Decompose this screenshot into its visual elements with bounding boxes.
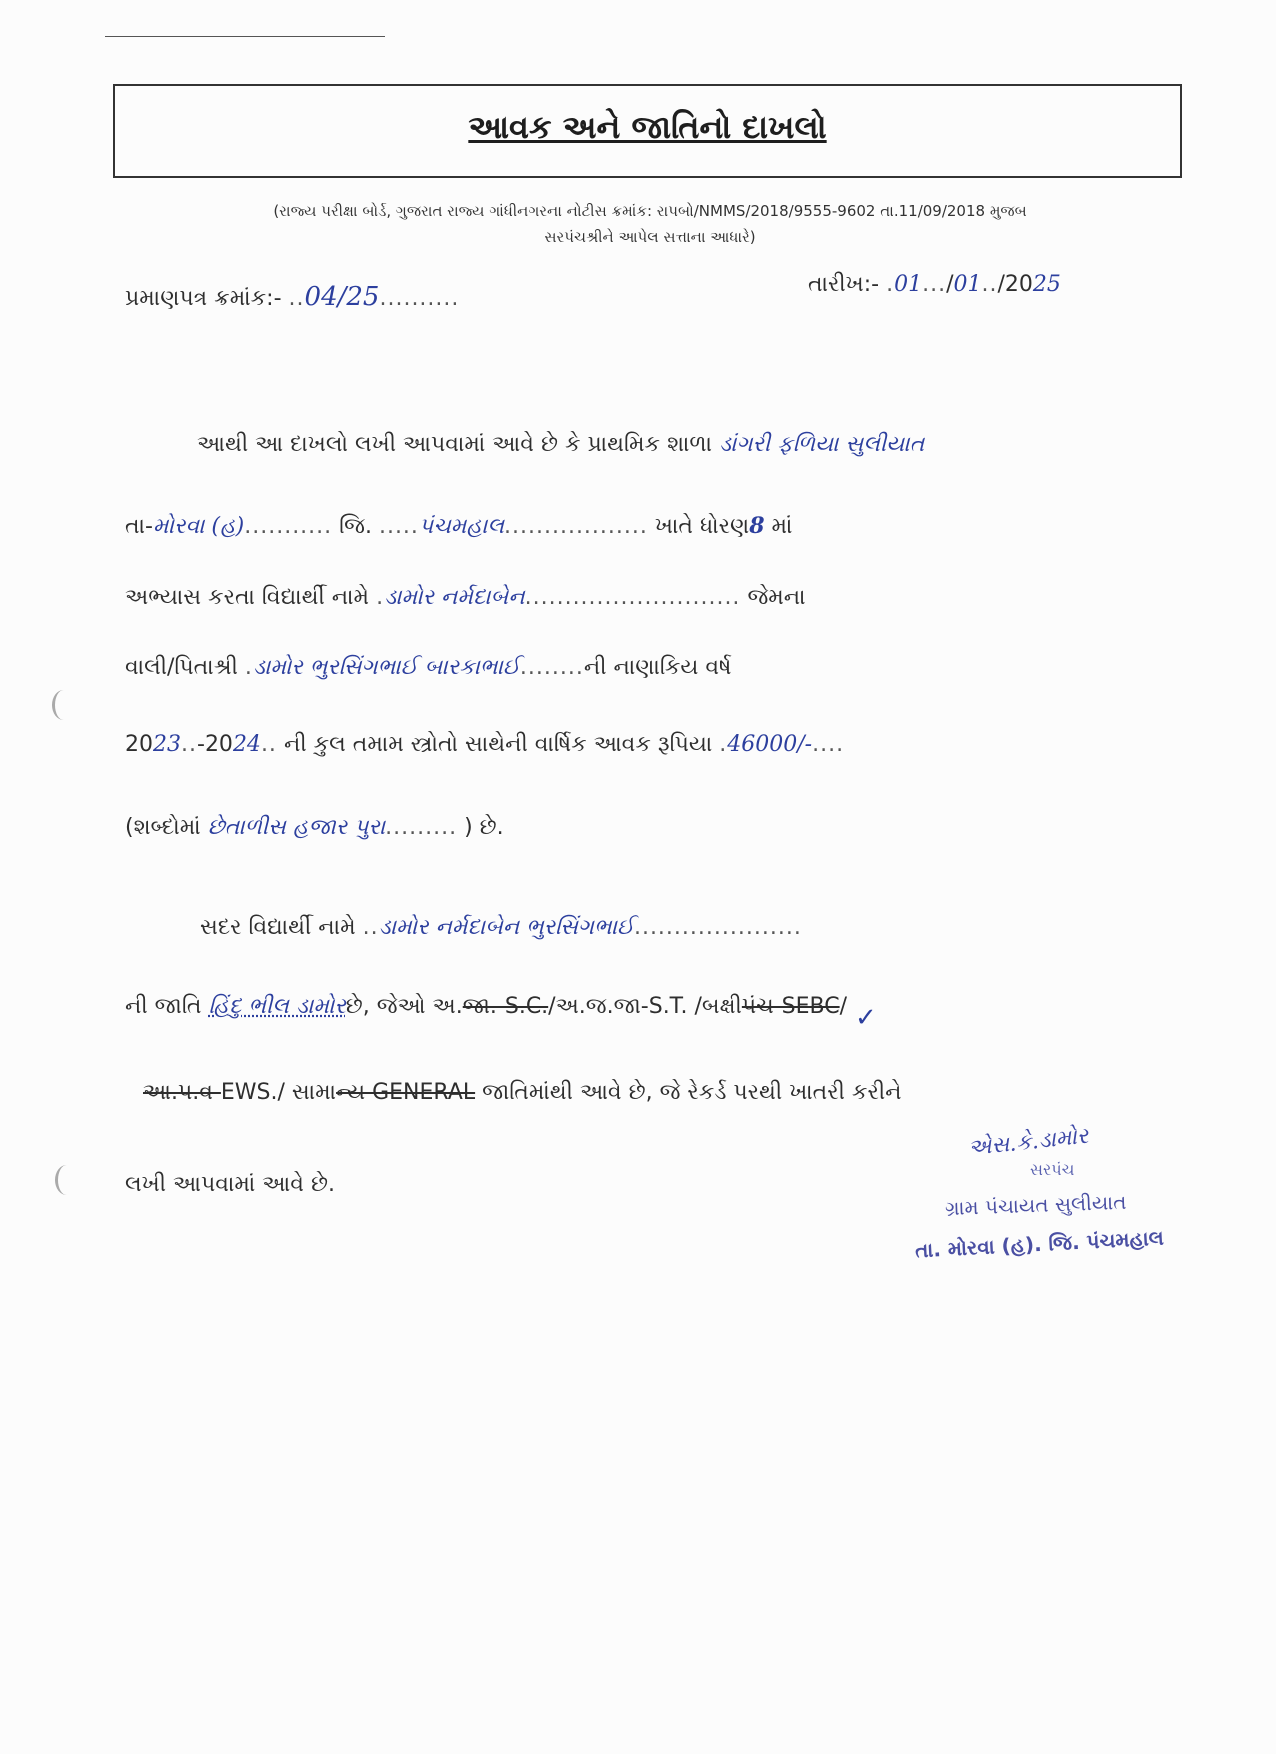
category-general: ન્ય GENERAL	[336, 1080, 476, 1105]
year-from-prefix: 20	[125, 732, 153, 757]
words-label: (શબ્દોમાં	[125, 815, 201, 840]
date-year-suffix: 25	[1032, 272, 1061, 297]
category-ews: EWS	[220, 1080, 271, 1105]
standard-label: ખાતે ધોરણ	[654, 514, 750, 539]
student-full-name: ડામોર નર્મદાબેન ભુરસિંગભાઈ	[378, 915, 634, 940]
date-label: તારીખ:-	[808, 272, 880, 297]
notice-line-1: (રાજ્ય પરીક્ષા બોર્ડ, ગુજરાત રાજ્ય ગાંધીનગરના નોટીસ ક્રમાંક: રાપબો/NMMS/2018/9555-9602 તા.11/09/2018 મુજબ	[273, 202, 1027, 220]
words-suffix: ) છે.	[464, 815, 504, 840]
taluka-value: મોરવા (હ)	[152, 514, 245, 539]
stamp-role: સરપંચ	[1030, 1160, 1075, 1179]
body-line-4: વાલી/પિતાશ્રી .ડામોર ભુરસિંગભાઈ બારકાભાઈ........ની નાણાકિય વર્ષ	[125, 655, 732, 680]
document-title: આવક અને જાતિનો દાખલો	[468, 108, 827, 146]
category-separator: /	[839, 994, 848, 1019]
notice-line-2: સરપંચશ્રીને આપેલ સત્તાના આધારે)	[544, 228, 756, 246]
category-general-prefix: ./ સામા	[270, 1080, 337, 1105]
income-in-words: છેતાળીસ હજાર પુરા	[207, 815, 386, 840]
taluka-label: તા-	[125, 514, 153, 539]
body-line-3: અભ્યાસ કરતા વિદ્યાર્થી નામે .ડામોર નર્મદાબેન........................... જેમના	[125, 585, 806, 610]
body-line-5: 2023..-2024.. ની કુલ તમામ સ્ત્રોતો સાથેની વાર્ષિક આવક રૂપિયા .46000/-....	[125, 732, 845, 757]
body-line-8	[125, 994, 847, 1019]
caste-category-intro: છે, જેઓ અ.	[345, 994, 463, 1019]
income-label: ની કુલ તમામ સ્ત્રોતો સાથેની વાર્ષિક આવક રૂપિયા	[283, 732, 713, 757]
student-label: અભ્યાસ કરતા વિદ્યાર્થી નામે	[125, 585, 370, 610]
income-amount: 46000/-	[727, 732, 813, 757]
top-rule	[105, 36, 385, 37]
body-line-2: તા-મોરવા (હ)........... જિ. .....પંચમહાલ.................. ખાતે ધોરણ8 માં	[125, 513, 793, 539]
school-name: ડાંગરી ફળિયા સુલીયાત	[718, 432, 925, 457]
category-ews-prefix: આ.પ.વ-	[143, 1080, 221, 1105]
certificate-number-value: 04/25	[304, 282, 380, 312]
body-line-6: (શબ્દોમાં છેતાળીસ હજાર પુરા......... ) છે.	[125, 815, 504, 840]
caste-value: હિંદુ ભીલ ડામોર	[208, 994, 346, 1019]
year-to-prefix: -20	[197, 732, 233, 757]
certificate-date: તારીખ:- .01.../01../2025	[808, 272, 1061, 297]
date-month: 01	[953, 272, 982, 297]
closing-text: લખી આપવામાં આવે છે.	[125, 1172, 335, 1197]
body-line-7: સદર વિદ્યાર્થી નામે ..ડામોર નર્મદાબેન ભુરસિંગભાઈ.....................	[200, 915, 802, 940]
parent-name: ડામોર ભુરસિંગભાઈ બારકાભાઈ	[252, 655, 520, 680]
student-name: ડામોર નર્મદાબેન	[384, 585, 525, 610]
standard-value: 8	[749, 513, 765, 539]
notice-reference	[150, 198, 1150, 250]
student-label-2: સદર વિદ્યાર્થી નામે	[200, 915, 356, 940]
category-st: /અ.જ.જા-S.T. /બક્ષી	[548, 994, 742, 1019]
standard-suffix: માં	[771, 514, 793, 539]
date-year-prefix: 20	[1004, 272, 1033, 297]
school-intro-text: આથી આ દાખલો લખી આપવામાં આવે છે કે પ્રાથમિક શાળા	[197, 432, 712, 457]
year-from: 23	[153, 732, 181, 757]
verification-text: જાતિમાંથી આવે છે, જે રેકર્ડ પરથી ખાતરી કરીને	[482, 1080, 902, 1105]
category-sc: જા.-S.C.	[462, 994, 549, 1019]
tick-mark: ✓	[855, 1003, 877, 1033]
body-line-9	[143, 1080, 902, 1105]
certificate-number: પ્રમાણપત્ર ક્રમાંક:- ..04/25..........	[125, 282, 460, 312]
district-label: જિ.	[339, 514, 372, 539]
date-day: 01	[894, 272, 923, 297]
body-line-10	[125, 1172, 335, 1197]
caste-label: ની જાતિ	[125, 994, 202, 1019]
sarpanch-signature: એસ.કે.ડામોર	[967, 1123, 1090, 1162]
financial-year-label: ની નાણાકિય વર્ષ	[583, 655, 732, 680]
body-line-1	[197, 432, 924, 457]
year-to: 24	[232, 732, 261, 757]
punch-hole-mark	[52, 690, 75, 720]
district-value: પંચમહાલ	[418, 514, 504, 539]
punch-hole-mark	[55, 1165, 78, 1195]
student-suffix: જેમના	[747, 585, 806, 610]
stamp-address: તા. મોરવા (હ). જિ. પંચમહાલ	[914, 1225, 1165, 1263]
parent-label: વાલી/પિતાશ્રી	[125, 655, 238, 680]
title-box	[113, 84, 1182, 178]
stamp-panchayat: ગ્રામ પંચાયત સુલીયાત	[944, 1189, 1127, 1221]
category-sebc: પંચ-SEBC	[741, 994, 840, 1019]
certificate-number-label: પ્રમાણપત્ર ક્રમાંક:-	[125, 286, 282, 311]
